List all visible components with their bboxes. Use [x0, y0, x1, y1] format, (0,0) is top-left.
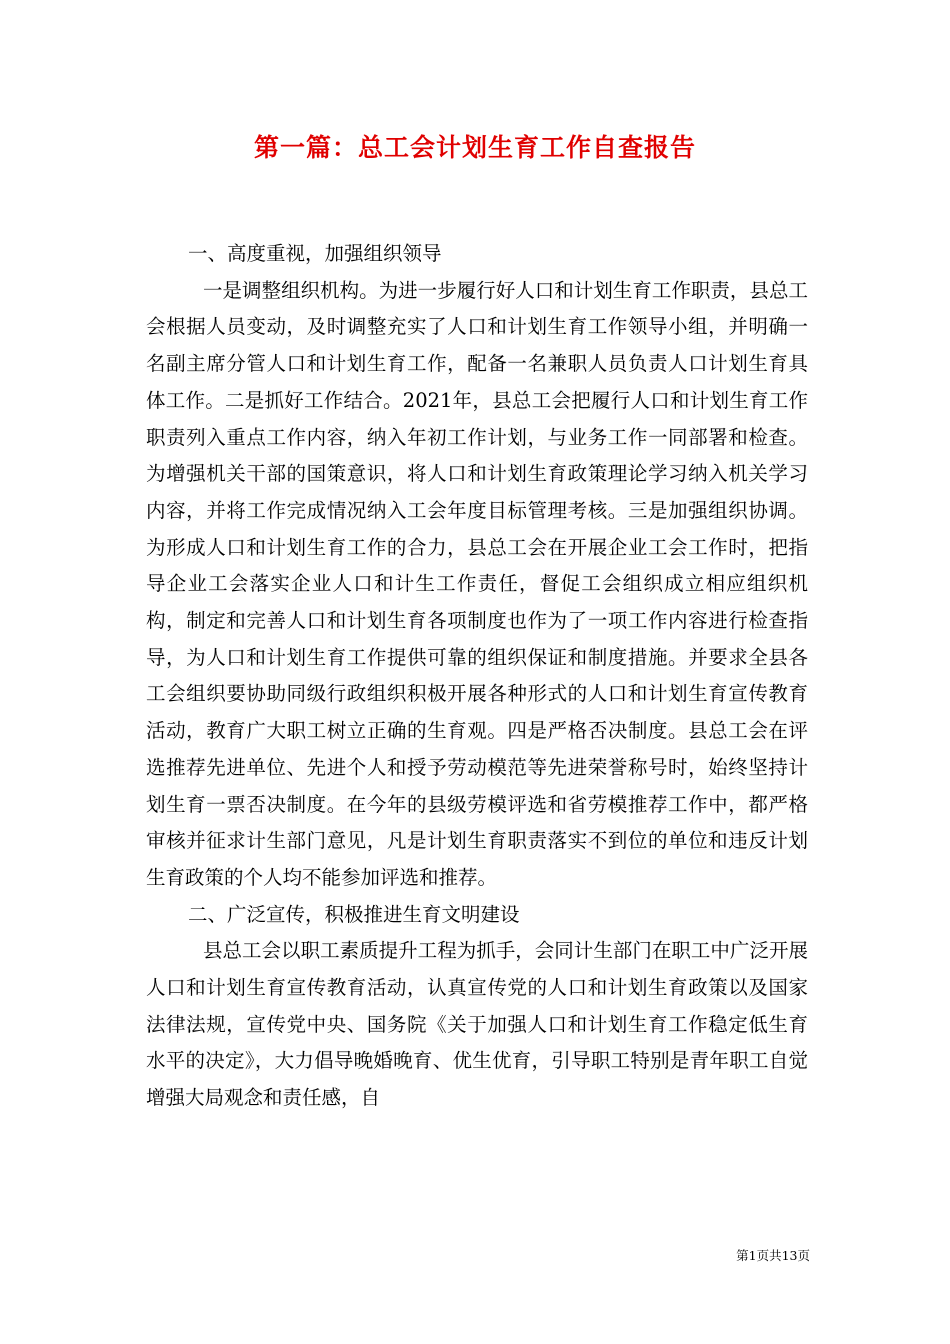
- document-body: [146, 236, 808, 1117]
- section-paragraph-2: 县总工会以职工素质提升工程为抓手，会同计生部门在职工中广泛开展人口和计划生育宣传教育活动，认真宣传党的人口和计划生育政策以及国家法律法规，宣传党中央、国务院《关于加强人口和计划生育工作稳定低生育水平的决定》，大力倡导晚婚晚育、优生优育，引导职工特别是青年职工自觉增强大局观念和责任感，自: [146, 939, 808, 1110]
- section-heading-1: 一、高度重视，加强组织领导: [188, 242, 442, 265]
- page-number-footer: 第1页共13页: [736, 1248, 810, 1263]
- document-title: 第一篇：总工会计划生育工作自查报告: [253, 133, 696, 162]
- section-heading-2: 二、广泛宣传，积极推进生育文明建设: [188, 902, 520, 926]
- section-paragraph-1: 一是调整组织机构。为进一步履行好人口和计划生育工作职责，县总工会根据人员变动，及时调整充实了人口和计划生育工作领导小组，并明确一名副主席分管人口和计划生育工作，配备一名兼职人员负责人口计划生育具体工作。二是抓好工作结合。2021年，县总工会把履行人口和计划生育工作职责列入重点工作内容，纳入年初工作计划，与业务工作一同部署和检查。为增强机关干部的国策意识，将人口和计划生育政策理论学习纳入机关学习内容，并将工作完成情况纳入工会年度目标管理考核。三是加强组织协调。为形成人口和计划生育工作的合力，县总工会在开展企业工会工作时，把指导企业工会落实企业人口和计生工作责任，督促工会组织成立相应组织机构，制定和完善人口和计划生育各项制度也作为了一项工作内容进行检查指导，为人口和计划生育工作提供可靠的组织保证和制度措施。并要求全县各工会组织要协助同级行政组织积极开展各种形式的人口和计划生育宣传教育活动，教育广大职工树立正确的生育观。四是严格否决制度。县总工会在评选推荐先进单位、先进个人和授予劳动模范等先进荣誉称号时，始终坚持计划生育一票否决制度。在今年的县级劳模评选和省劳模推荐工作中，都严格审核并征求计生部门意见，凡是计划生育职责落实不到位的单位和违反计划生育政策的个人均不能参加评选和推荐。: [146, 278, 808, 889]
